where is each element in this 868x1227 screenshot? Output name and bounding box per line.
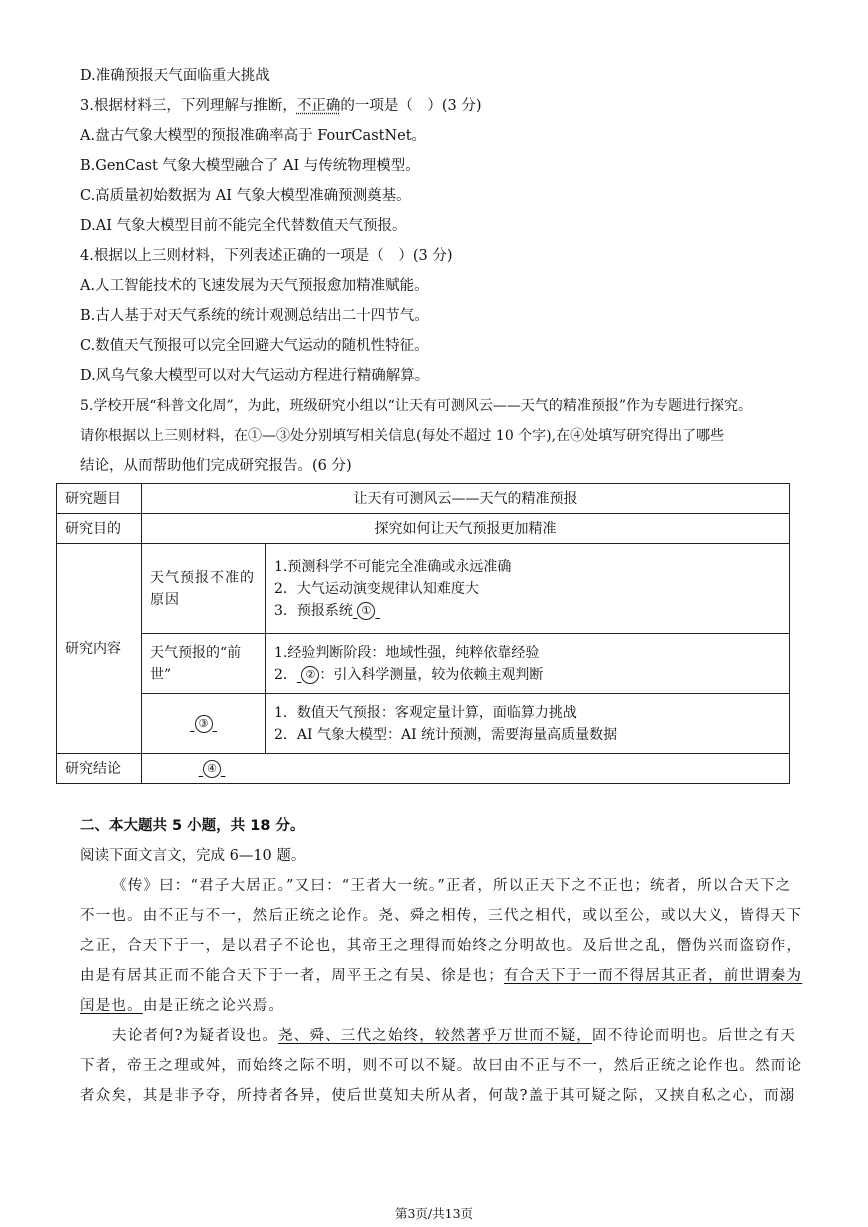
q4-option-c: C.数值天气预报可以完全回避大气运动的随机性特征。	[80, 338, 429, 354]
conclusion-cell	[142, 754, 790, 784]
blank-4: ④	[199, 761, 226, 777]
past-cell	[266, 634, 790, 694]
reason-item-1: 1.预测科学不可能完全准确或永远准确	[274, 558, 512, 575]
passage-p1-line-1: 《传》曰：“君子大居正。”又曰：“王者大一统。”正者，所以正天下之不正也；统者，所以合天下之	[112, 878, 792, 894]
q4-option-b: B.古人基于对天气系统的统计观测总结出二十四节气。	[80, 308, 429, 324]
q3-option-d: D.AI 气象大模型目前不能完全代替数值天气预报。	[80, 218, 407, 234]
passage-underlined-2: 尧、舜、三代之始终，较然著乎万世而不疑，	[277, 1028, 592, 1044]
q2-option-d: D.准确预报天气面临重大挑战	[80, 68, 270, 84]
purpose-label: 研究目的	[57, 514, 142, 544]
q3-stem-pre: 3.根据材料三，下列理解与推断，	[80, 98, 297, 114]
research-table	[56, 483, 790, 784]
passage-p1-line-2: 不一也。由不正与不一，然后正统之论作。尧、舜之相传，三代之相代，或以至公，或以大义，皆得天下	[80, 908, 803, 924]
q3-stem	[80, 96, 482, 116]
q3-option-b: B.GenCast 气象大模型融合了 AI 与传统物理模型。	[80, 158, 420, 174]
reason-item-2: 2．大气运动演变规律认知难度大	[274, 580, 479, 597]
topic-label: 研究题目	[57, 484, 142, 514]
q5-stem-line-2: 请你根据以上三则材料，在①—③处分别填写相关信息(每处不超过 10 个字),在④处填写研究得出了哪些	[80, 428, 725, 444]
passage-underlined-1-end: 闰是也。	[80, 998, 143, 1014]
q5-stem-line-1: 5.学校开展“科普文化周”，为此，班级研究小组以“让天有可测风云——天气的精准预报”作为专题进行探究。	[80, 398, 752, 414]
blank-3-cell	[142, 694, 266, 754]
reason-cell	[266, 544, 790, 634]
q5-stem-line-3: 结论，从而帮助他们完成研究报告。(6 分)	[80, 458, 352, 474]
reason-label: 天气预报不准的原因	[142, 544, 266, 634]
topic-value: 让天有可测风云——天气的精准预报	[142, 484, 790, 514]
now-cell	[266, 694, 790, 754]
section-2-instruction: 阅读下面文言文，完成 6—10 题。	[80, 848, 306, 864]
content-label: 研究内容	[57, 544, 142, 754]
q3-stem-emphasis: 不正确	[296, 98, 341, 114]
passage-p1-line-5: 闰是也。由是正统之论兴焉。	[80, 998, 285, 1014]
passage-underlined-1: 有合天下于一而不得居其正者，前世谓秦为	[503, 968, 803, 984]
q3-option-a: A.盘古气象大模型的预报准确率高于 FourCastNet。	[80, 128, 427, 144]
past-item-2: 2． ② ：引入科学测量，较为依赖主观判断	[274, 666, 544, 683]
passage-p1-line-4: 由是有居其正而不能合天下于一者，周平王之有吴、徐是也；有合天下于一而不得居其正者，前世谓秦为	[80, 968, 803, 984]
blank-2: ②	[297, 667, 319, 683]
q4-stem: 4.根据以上三则材料，下列表述正确的一项是（ ）(3 分)	[80, 248, 453, 264]
page-footer: 第3页/共13页	[394, 1206, 474, 1221]
purpose-value: 探究如何让天气预报更加精准	[142, 514, 790, 544]
passage-p2-line-1: 夫论者何?为疑者设也。尧、舜、三代之始终，较然著乎万世而不疑，固不待论而明也。后世之有天	[112, 1028, 797, 1044]
q3-option-c: C.高质量初始数据为 AI 气象大模型准确预测奠基。	[80, 188, 411, 204]
blank-1: ①	[353, 603, 380, 619]
q4-option-a: A.人工智能技术的飞速发展为天气预报愈加精准赋能。	[80, 278, 429, 294]
past-label: 天气预报的“前世”	[142, 634, 266, 694]
section-2-title: 二、本大题共 5 小题，共 18 分。	[80, 818, 305, 834]
passage-p1-line-3: 之正，合天下于一，是以君子不论也，其帝王之理得而始终之分明故也。及后世之乱，僭伪兴而盗窃作，	[80, 938, 803, 954]
q4-option-d: D.风乌气象大模型可以对大气运动方程进行精确解算。	[80, 368, 430, 384]
q3-stem-post: 的一项是（ ）(3 分)	[340, 98, 482, 114]
past-item-1: 1.经验判断阶段：地域性强，纯粹依靠经验	[274, 644, 540, 661]
reason-item-3: 3．预报系统 ①	[274, 600, 781, 622]
now-item-1: 1．数值天气预报：客观定量计算，面临算力挑战	[274, 704, 577, 721]
conclusion-label: 研究结论	[57, 754, 142, 784]
passage-p2-line-3: 者众矣，其是非予夺，所持者各异，使后世莫知夫所从者，何哉?盖于其可疑之际，又挟自私之心，而溺	[80, 1088, 796, 1104]
blank-3: ③	[190, 716, 217, 732]
passage-p2-line-2: 下者，帝王之理或舛，而始终之际不明，则不可以不疑。故曰由不正与不一，然后正统之论作也。然而论	[80, 1058, 803, 1074]
now-item-2: 2．AI 气象大模型：AI 统计预测，需要海量高质量数据	[274, 726, 618, 743]
